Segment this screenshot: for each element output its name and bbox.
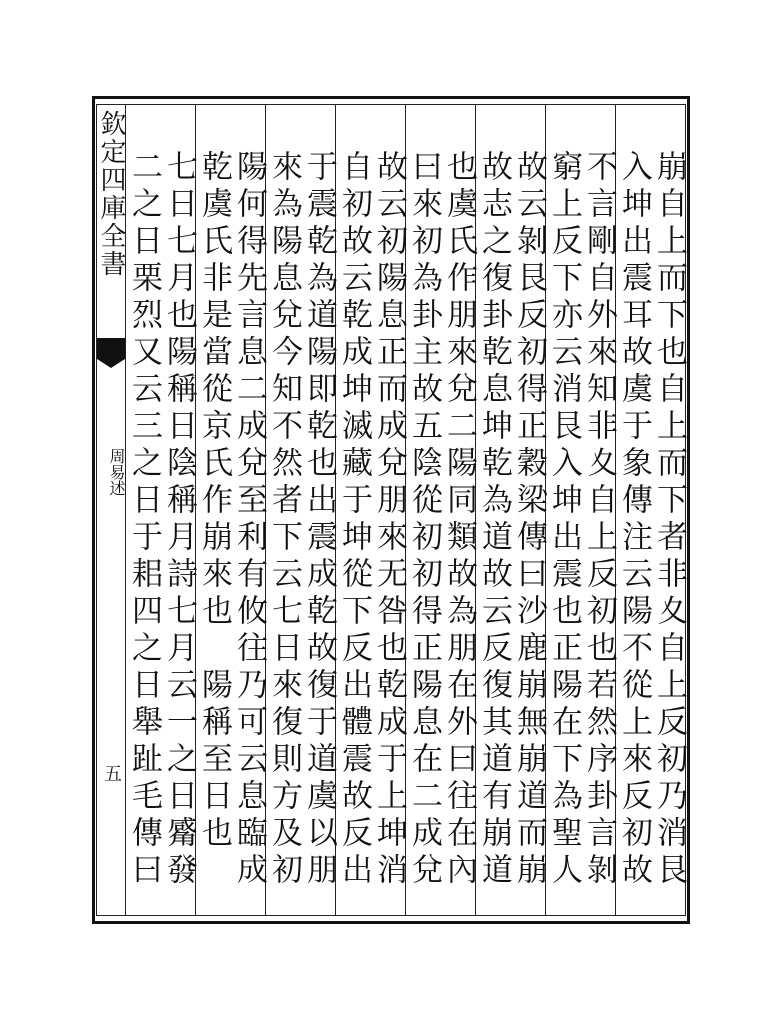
text-column: 七日七月也陽稱日陰稱月詩七月云一之日觱發 <box>161 150 197 890</box>
text-column: 故云剝艮反初得正穀梁傳曰沙鹿崩無崩道而崩 <box>511 150 547 890</box>
text-column: 乾虞氏非是當從京氏作崩來也 陽稱至日也 <box>196 150 232 853</box>
page-number: 五 <box>101 764 122 782</box>
book-name: 周易述 <box>107 448 126 496</box>
text-column: 于震乾為道陽即乾也出震成乾故復于道虞以朋 <box>301 150 337 890</box>
text-column: 不言剛自外來知非夊自上反初也若然序卦言剝 <box>581 150 617 890</box>
text-column: 二之日栗烈又云三之日于耜四之日舉趾毛傳曰 <box>126 150 162 890</box>
text-column: 窮上反下亦云消艮入坤出震也正陽在下為聖人 <box>546 150 582 890</box>
text-column: 也虞氏作朋來兌二陽同類故為朋在外曰往在內 <box>441 150 477 890</box>
text-column: 崩自上而下也自上而下者非夊自上反初乃消艮 <box>651 150 687 890</box>
collection-title: 欽定四庫全書 <box>96 110 126 278</box>
text-column: 入坤出震耳故虞于象傳注云陽不從上來反初故 <box>616 150 652 890</box>
text-column: 自初故云乾成坤滅藏于坤從下反出體震故反出 <box>336 150 372 890</box>
text-column: 來為陽息兌今知不然者下云七日來復則方及初 <box>266 150 302 890</box>
text-column: 陽何得先言息二成兌至利有攸往乃可云息臨成 <box>231 150 267 890</box>
text-column: 故志之復卦乾息坤乾為道故云反復其道有崩道 <box>476 150 512 890</box>
text-column: 故云初陽息正而成兌朋來无咎也乾成于上坤消 <box>371 150 407 890</box>
text-column: 曰來初為卦主故五陰從初初得正陽息在二成兌 <box>406 150 442 890</box>
